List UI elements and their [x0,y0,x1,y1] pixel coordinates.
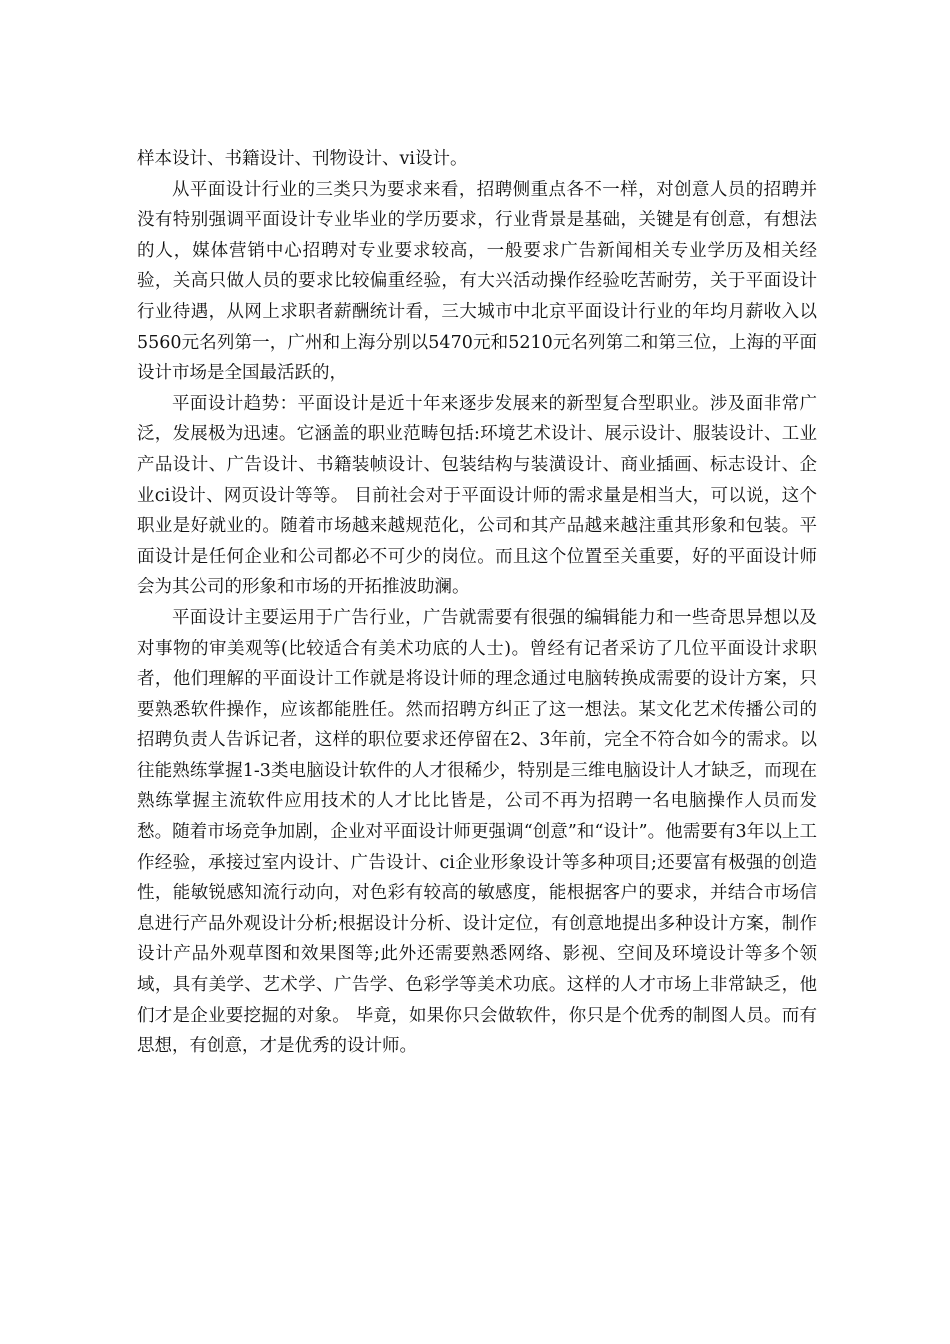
paragraph-design-trends: 平面设计趋势：平面设计是近十年来逐步发展来的新型复合型职业。涉及面非常广泛，发展极为迅速。它涵盖的职业范畴包括:环境艺术设计、展示设计、服装设计、工业产品设计、广告设计、书籍装帧设计、包装结构与装潢设计、商业插画、标志设计、企业ci设计、网页设计等等。 目前社会对于平面设计师的需求量是相当大，可以说，这个职业是好就业的。随着市场越来越规范化，公司和其产品越来越注重其形象和包装。平面设计是任何企业和公司都必不可少的岗位。而且这个位置至关重要，好的平面设计师会为其公司的形象和市场的开拓推波助澜。 [137,393,817,598]
paragraph-recruitment-requirements: 从平面设计行业的三类只为要求来看，招聘侧重点各不一样，对创意人员的招聘并没有特别强调平面设计专业毕业的学历要求，行业背景是基础，关键是有创意，有想法的人，媒体营销中心招聘对专业要求较高，一般要求广告新闻相关专业学历及相关经验，关高只做人员的要求比较偏重经验，有大兴活动操作经验吃苦耐劳，关于平面设计行业待遇，从网上求职者薪酬统计看，三大城市中北京平面设计行业的年均月薪收入以5560元名列第一，广州和上海分别以5470元和5210元名列第二和第三位，上海的平面设计市场是全国最活跃的， [137,179,817,384]
paragraph-continuation: 样本设计、书籍设计、刊物设计、vi设计。 [137,149,468,169]
paragraph-design-applications: 平面设计主要运用于广告行业，广告就需要有很强的编辑能力和一些奇思异想以及对事物的审美观等(比较适合有美术功底的人士)。曾经有记者采访了几位平面设计求职者，他们理解的平面设计工作就是将设计师的理念通过电脑转换成需要的设计方案，只要熟悉软件操作，应该都能胜任。然而招聘方纠正了这一想法。某文化艺术传播公司的招聘负责人告诉记者，这样的职位要求还停留在2、3年前，完全不符合如今的需求。以往能熟练掌握1-3类电脑设计软件的人才很稀少，特别是三维电脑设计人才缺乏，而现在熟练掌握主流软件应用技术的人才比比皆是，公司不再为招聘一名电脑操作人员而发愁。随着市场竞争加剧，企业对平面设计师更强调“创意”和“设计”。他需要有3年以上工作经验，承接过室内设计、广告设计、ci企业形象设计等多种项目;还要富有极强的创造性，能敏锐感知流行动向，对色彩有较高的敏感度，能根据客户的要求，并结合市场信息进行产品外观设计分析;根据设计分析、设计定位，有创意地提出多种设计方案，制作设计产品外观草图和效果图等;此外还需要熟悉网络、影视、空间及环境设计等多个领域，具有美学、艺术学、广告学、色彩学等美术功底。这样的人才市场上非常缺乏，他们才是企业要挖掘的对象。 毕竟，如果你只会做软件，你只是个优秀的制图人员。而有思想，有创意，才是优秀的设计师。 [137,607,817,1057]
document-body [137,144,817,1062]
